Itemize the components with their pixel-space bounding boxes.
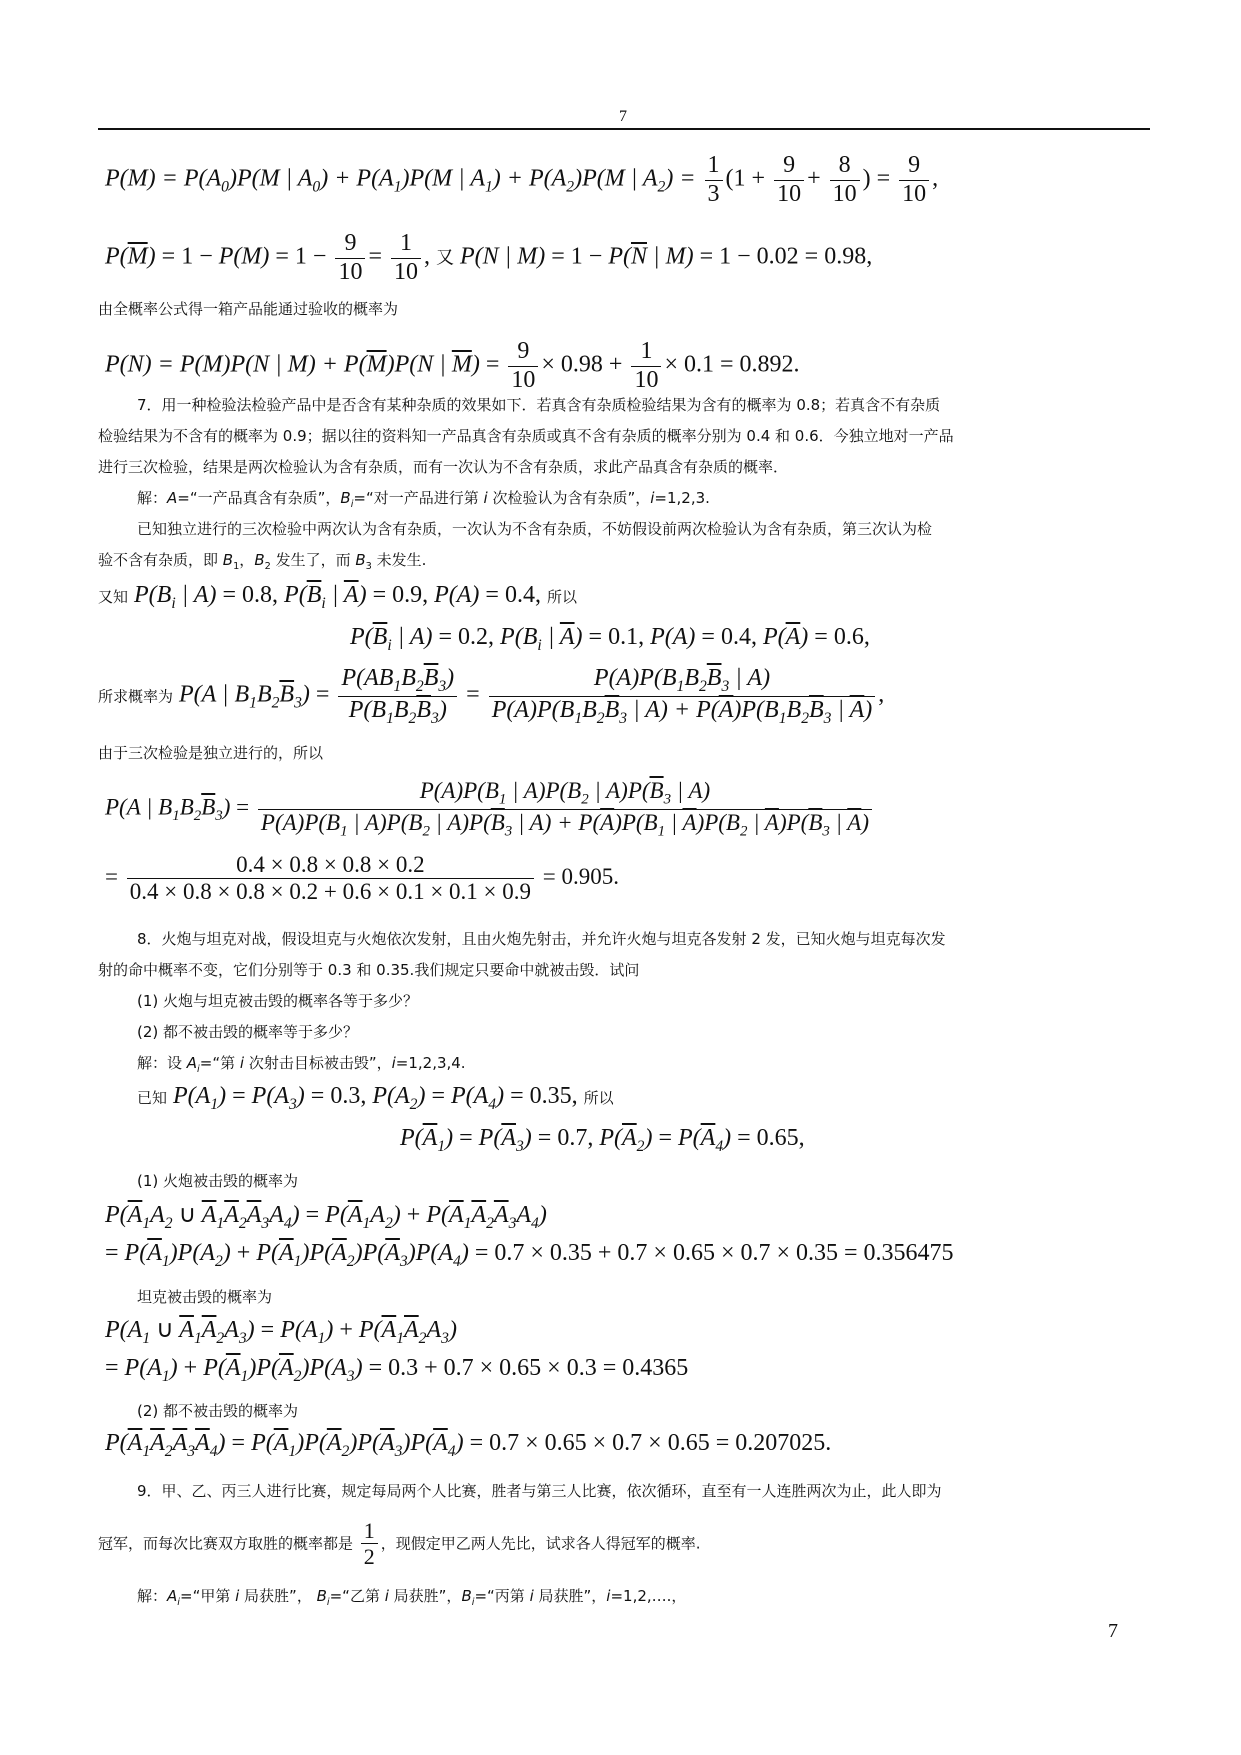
text-line-33: 冠军，而每次比赛双方取胜的概率都是 $\frac{1}{2}$ ，现假定甲乙两人先比，试求各人得冠军的概率. bbox=[98, 1518, 701, 1570]
formula-line-4: P(N) = P(M)P(N | $M) + P(\overline{M})P(N$ | $\overline{M}$) = $\frac{9}{10}$ × 0.98 + $\frac{1}{10}$ × 0.1 = 0.892. bbox=[105, 338, 800, 393]
text-line-19: (1) 火炮与坦克被击毁的概率各等于多少？ bbox=[137, 992, 419, 1010]
text-line-27: 坦克被击毁的概率为 bbox=[137, 1288, 273, 1306]
text-line-34: 解：$A_i=“$甲第 i 局获胜”， $B_i=“$乙第 i 局获胜”，$B_i=“$丙第 i 局获胜”，i=1,2,….， bbox=[137, 1587, 687, 1608]
text-line-10: 验不含有杂质，即 $B_1$，$B_2$ 发生了，而 $B_3$ 未发生. bbox=[98, 551, 427, 572]
text-line-21: 解：设 $A_i=“$第 i 次射击目标被击毁”，i=1,2,3,4. bbox=[137, 1054, 466, 1075]
formula-line-23: $P(\overline{A}_1) = P(\overline{A}_3) = 0.7$, $P(\overline{A}_2) = P(\overline{A}_4) = 0.65$, bbox=[400, 1125, 805, 1155]
page-header-number: 7 bbox=[619, 108, 627, 125]
text-line-17: 8．火炮与坦克对战，假设坦克与火炮依次发射，且由火炮先射击，并允许火炮与坦克各发射 2 发，已知火炮与坦克每次发 bbox=[137, 930, 946, 948]
formula-line-31: $P(\overline{A}_1\overline{A}_2\overline{A}_3\overline{A}_4) = P(\overline{A}_1)P(\overline{A}_2)P(\overline{A}_3)P(\overline{A}_4) = 0.7 \times 0.65 \times 0.7 \times 0.65 = 0.207025$. bbox=[105, 1430, 832, 1460]
formula-line-22: 已知 $P(A_1) = P(A_3) = 0.3$, $P(A_2) = P(A_4) = 0.35$, 所以 bbox=[137, 1083, 614, 1113]
text-line-5: 7．用一种检验法检验产品中是否含有某种杂质的效果如下．若真含有杂质检验结果为含有的概率为 0.8；若真含不有杂质 bbox=[137, 396, 941, 414]
text-line-20: (2) 都不被击毁的概率等于多少？ bbox=[137, 1023, 359, 1041]
formula-line-29: = $P(A_1) + P(\overline{A}_1)P(\overline{A}_2)P(A_3) = 0.3 + 0.7 \times 0.65 \times 0.3 = 0.4365$ bbox=[105, 1355, 689, 1385]
page-footer-number: 7 bbox=[1108, 1620, 1118, 1642]
formula-line-16: = $\frac{0.4 \times 0.8 \times 0.8 \times 0.2}{0.4 \times 0.8 \times 0.8 \times 0.2 + 0.6 \times 0.1 \times 0.1 \times 0.9}$ = 0.905. bbox=[105, 852, 620, 905]
formula-line-28: $P(A_1$ ∪ $\overline{A}_1\overline{A}_2A_3) = P(A_1) + P(\overline{A}_1\overline{A}_2A_3)$ bbox=[105, 1317, 457, 1347]
text-line-14: 由于三次检验是独立进行的，所以 bbox=[98, 744, 324, 762]
formula-line-2: $P(\overline{M}) = 1 - P(M) = 1$ − $\frac{9}{10}$ = $\frac{1}{10}$ , 又 P(N | $M) = 1 - P(\overline{N}$ | M) = 1 − 0.02 = 0.98, bbox=[105, 230, 873, 285]
text-line-9: 已知独立进行的三次检验中两次认为含有杂质，一次认为不含有杂质，不妨假设前两次检验认为含有杂质，第三次认为检 bbox=[137, 520, 933, 538]
formula-line-12: $P(\overline{B}_i$ | A) = 0.2, $P(B_i$ | $\overline{A}) = 0.1$, P(A) = 0.4, $P(\overline{A}) = 0.6$, bbox=[350, 624, 870, 654]
text-line-30: (2) 都不被击毁的概率为 bbox=[137, 1402, 299, 1420]
text-line-24: (1) 火炮被击毁的概率为 bbox=[137, 1172, 299, 1190]
text-line-3: 由全概率公式得一箱产品能通过验收的概率为 bbox=[98, 300, 399, 318]
formula-line-1: $P(M) = P(A_0)P(M$ | $A_0) + P(A_1)P(M$ | $A_1) + P(A_2)P(M$ | $A_2$) = $\frac{1}{3}$ (1 + $\frac{9}{10}$ + $\frac{8}{10}$ ) = $\frac{9}{10}$ , bbox=[105, 152, 939, 207]
text-line-18: 射的命中概率不变，它们分别等于 0.3 和 0.35.我们规定只要命中就被击毁．试问 bbox=[98, 961, 640, 979]
text-line-6: 检验结果为不含有的概率为 0.9；据以往的资料知一产品真含有杂质或真不含有杂质的概率分别为 0.4 和 0.6．今独立地对一产品 bbox=[98, 427, 954, 445]
formula-line-15: P(A | $B_1B_2\overline{B}_3$) = $P(A)P(B_1$ | $A)P(B_2$ | $A)P(\overline{B}_3$ | A) $P(A)P(B_1$ | $A)P(B_2$ | $A)P(\overline{B}_3$ | $A) + P(\overline{A})P(B_1$ | $\overline{A})P(B_2$ | $\overline{A})P(\overline{B}_3$ | $\overline{A}$) bbox=[105, 778, 875, 841]
text-line-7: 进行三次检验，结果是两次检验认为含有杂质，而有一次认为不含有杂质，求此产品真含有杂质的概率． bbox=[98, 458, 789, 476]
formula-line-13: 所求概率为 P(A | $B_1B_2\overline{B}_3$) = $\frac{P(AB_1B_2\overline{B}_3)}{P(B_1B_2\overline{B}_3)}$ = $\frac{P(A)P(B_1B_2\overline{B}_3 | A)}{P(A)P(B_1B_2\overline{B}_3 | A) + P(\overline{A})P(B_1B_2\overline{B}_3 | \overline{A})}$ , bbox=[98, 665, 885, 727]
text-line-8: 解：A=“一产品真含有杂质”，$B_i=“$对一产品进行第 i 次检验认为含有杂质”，i=1,2,3. bbox=[137, 489, 710, 510]
formula-line-25: $P(\overline{A}_1A_2$ ∪ $\overline{A}_1\overline{A}_2\overline{A}_3A_4) = P(\overline{A}_1A_2) + P(\overline{A}_1\overline{A}_2\overline{A}_3A_4)$ bbox=[105, 1202, 547, 1232]
formula-line-11: 又知 $P(B_i$ | A) = 0.8, $P(\overline{B}_i$ | $\overline{A}) = 0.9$, P(A) = 0.4, 所以 bbox=[98, 582, 577, 612]
formula-line-26: = $P(\overline{A}_1)P(A_2) + P(\overline{A}_1)P(\overline{A}_2)P(\overline{A}_3)P(A_4) = 0.7 \times 0.35 + 0.7 \times 0.65 \times 0.7 \times 0.35 = 0.356475$ bbox=[105, 1240, 954, 1270]
text-line-32: 9．甲、乙、丙三人进行比赛，规定每局两个人比赛，胜者与第三人比赛，依次循环，直至有一人连胜两次为止，此人即为 bbox=[137, 1482, 942, 1500]
header-rule bbox=[98, 128, 1150, 130]
